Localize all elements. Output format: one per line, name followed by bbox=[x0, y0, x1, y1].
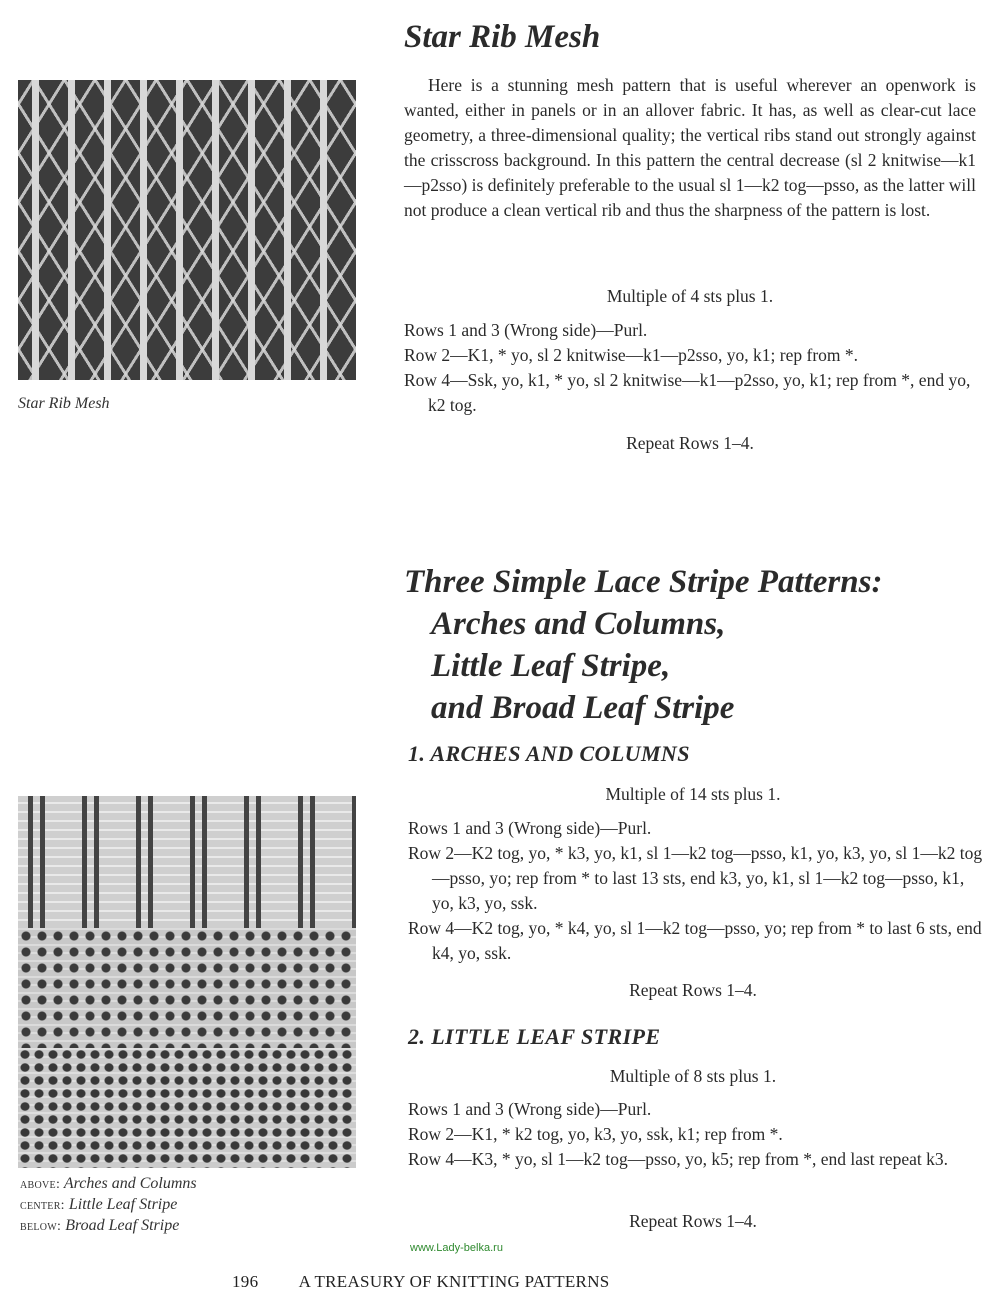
instruction-row: Row 2—K1, * yo, sl 2 knitwise—k1—p2sso, yo, k1; rep from *. bbox=[404, 345, 859, 365]
star-rib-mesh-caption: Star Rib Mesh bbox=[18, 395, 110, 412]
arches-rows bbox=[408, 816, 986, 966]
caption-center: center: Little Leaf Stripe bbox=[20, 1196, 178, 1213]
instruction-row: Rows 1 and 3 (Wrong side)—Purl. bbox=[408, 1099, 652, 1119]
title-line: and Broad Leaf Stripe bbox=[431, 690, 735, 726]
section-title-star-rib-mesh: Star Rib Mesh bbox=[404, 19, 601, 55]
lace-stripes-caption bbox=[20, 1174, 197, 1237]
section-title-lace-stripes bbox=[404, 561, 882, 729]
instruction-row: Row 2—K1, * k2 tog, yo, k3, yo, ssk, k1; rep from *. bbox=[408, 1124, 783, 1144]
caption-above: above: Arches and Columns bbox=[20, 1175, 197, 1192]
title-line: Three Simple Lace Stripe Patterns: bbox=[404, 564, 883, 600]
instruction-row: Row 4—K2 tog, yo, * k4, yo, sl 1—k2 tog—psso, yo; rep from * to last 6 sts, end k4, yo, ssk. bbox=[408, 918, 982, 963]
little-leaf-multiple: Multiple of 8 sts plus 1. bbox=[609, 1066, 777, 1086]
star-rib-mesh-rows bbox=[404, 318, 976, 418]
page-number: 196 bbox=[232, 1272, 259, 1291]
broad-leaf-stripe-band bbox=[18, 1048, 356, 1168]
instruction-row: Row 4—Ssk, yo, k1, * yo, sl 2 knitwise—k1—p2sso, yo, k1; rep from *, end yo, k2 tog. bbox=[404, 370, 971, 415]
book-title: A TREASURY OF KNITTING PATTERNS bbox=[298, 1272, 610, 1291]
star-rib-mesh-repeat: Repeat Rows 1–4. bbox=[626, 433, 754, 453]
star-rib-mesh-photo bbox=[18, 80, 356, 380]
star-rib-mesh-multiple: Multiple of 4 sts plus 1. bbox=[606, 286, 774, 306]
instruction-row: Row 4—K3, * yo, sl 1—k2 tog—psso, yo, k5; rep from *, end last repeat k3. bbox=[408, 1149, 949, 1169]
caption-below: below: Broad Leaf Stripe bbox=[20, 1217, 180, 1234]
arches-repeat: Repeat Rows 1–4. bbox=[629, 980, 757, 1000]
instruction-row: Rows 1 and 3 (Wrong side)—Purl. bbox=[408, 818, 652, 838]
instruction-row: Row 2—K2 tog, yo, * k3, yo, k1, sl 1—k2 tog—psso, k1, yo, k3, yo, sl 1—k2 tog—psso, yo; rep from * to last 13 sts, end k3, yo, k1, sl 1—k2 tog—psso, k1, yo, k3, yo, ssk. bbox=[408, 843, 983, 913]
subheading-little-leaf-stripe: 2. LITTLE LEAF STRIPE bbox=[408, 1024, 661, 1049]
little-leaf-stripe-band bbox=[18, 928, 356, 1048]
subheading-arches-and-columns: 1. ARCHES AND COLUMNS bbox=[408, 741, 690, 766]
little-leaf-rows bbox=[408, 1097, 986, 1172]
watermark-link[interactable]: www.Lady-belka.ru bbox=[410, 1242, 503, 1254]
lace-stripes-photo bbox=[18, 796, 356, 1168]
arches-and-columns-band bbox=[18, 796, 356, 928]
title-line: Arches and Columns, bbox=[431, 606, 726, 642]
arches-multiple: Multiple of 14 sts plus 1. bbox=[605, 784, 781, 804]
little-leaf-repeat: Repeat Rows 1–4. bbox=[629, 1211, 757, 1231]
star-rib-mesh-intro: Here is a stunning mesh pattern that is useful wherever an openwork is wanted, either in panels or in an allover fabric. It has, as well as clear-cut lace geometry, a three-dimensional quality; the vertical ribs stand out strongly against the crisscross background. In this pattern the central decrease (sl 2 knitwise—k1—p2sso) is definitely preferable to the usual sl 1—k2 tog—psso, as the latter will not produce a clean vertical rib and thus the sharpness of the pattern is lost. bbox=[404, 75, 976, 220]
instruction-row: Rows 1 and 3 (Wrong side)—Purl. bbox=[404, 320, 648, 340]
title-line: Little Leaf Stripe, bbox=[431, 648, 671, 684]
page-footer bbox=[232, 1272, 610, 1292]
